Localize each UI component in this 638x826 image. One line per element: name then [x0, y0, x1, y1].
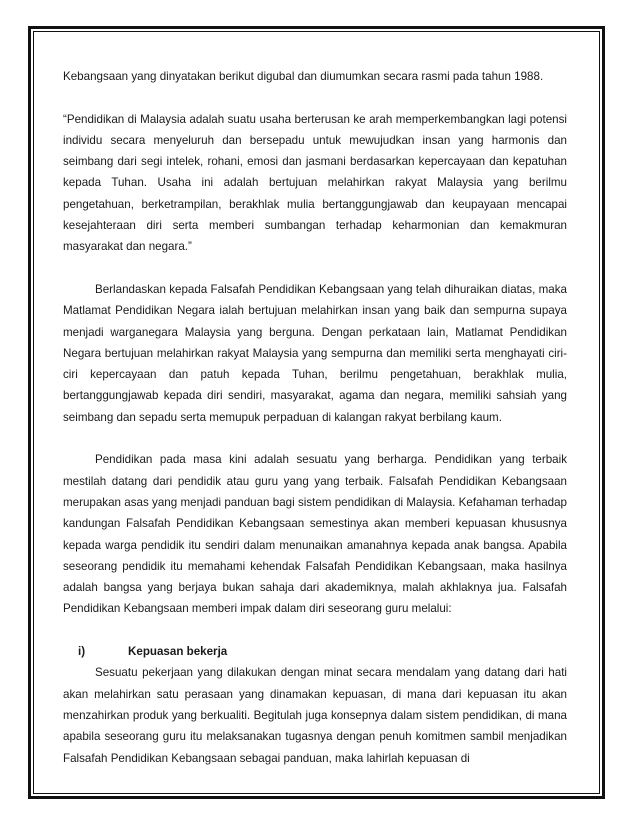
section-heading [63, 641, 567, 662]
paragraph-2: Berlandaskan kepada Falsafah Pendidikan Kebangsaan yang telah dihuraikan diatas, maka Matlamat Pendidikan Negara ialah bertujuan melahirkan insan yang baik dan sempurna supaya menjadi warganegara Malaysia yang berguna. Dengan perkataan lain, Matlamat Pendidikan Negara bertujuan melahirkan rakyat Malaysia yang sempurna dan memiliki serta menghayati ciri-ciri kepercayaan dan patuh kepada Tuhan, berilmu pengetahuan, berakhlak mulia, bertanggungjawab kepada diri sendiri, masyarakat, agama dan negara, memiliki sahsiah yang seimbang dan sepadu serta memupuk perpaduan di kalangan rakyat berbilang kaum. [63, 282, 567, 424]
paragraph-4: Sesuatu pekerjaan yang dilakukan dengan minat secara mendalam yang datang dari hati akan melahirkan satu perasaan yang dinamakan kepuasan, di mana dari kepuasan itu akan menzahirkan produk yang berkualiti. Begitulah juga konsepnya dalam sistem pendidikan, di mana apabila seseorang guru itu melaksanakan tugasnya dengan penuh komitmen sambil menjadikan Falsafah Pendidikan Kebangsaan sebagai panduan, maka lahirlah kepuasan di [63, 666, 567, 765]
section-number: i) [78, 645, 86, 659]
intro-line: Kebangsaan yang dinyatakan berikut digubal dan diumumkan secara rasmi pada tahun 1988. [63, 70, 544, 83]
quote-paragraph: “Pendidikan di Malaysia adalah suatu usaha berterusan ke arah memperkembangkan lagi potensi individu secara menyeluruh dan bersepadu untuk mewujudkan insan yang harmonis dan seimbang dari segi intelek, rohani, emosi dan jasmani berdasarkan kepercayaan dan kepatuhan kepada Tuhan. Usaha ini adalah bertujuan melahirkan rakyat Malaysia yang berilmu pengetahuan, berketrampilan, berakhlak mulia bertanggungjawab dan keupayaan mencapai kesejahteraan diri serta memberi sumbangan terhadap keharmonian dan kemakmuran masyarakat dan negara.” [63, 112, 567, 254]
document-body [63, 66, 567, 769]
section-title: Kepuasan bekerja [128, 645, 228, 659]
paragraph-3: Pendidikan pada masa kini adalah sesuatu yang berharga. Pendidikan yang terbaik mestilah datang dari pendidik atau guru yang yang terbaik. Falsafah Pendidikan Kebangsaan merupakan asas yang menjadi panduan bagi sistem pendidikan di Malaysia. Kefahaman terhadap kandungan Falsafah Pendidikan Kebangsaan semestinya akan memberi kepuasan khususnya kepada warga pendidik itu sendiri dalam menunaikan amanahnya kepada anak bangsa. Apabila seseorang pendidik itu memahami kehendak Falsafah Pendidikan Kebangsaan, maka hasilnya adalah bangsa yang berjaya bukan sahaja dari akademiknya, malah akhlaknya jua. Falsafah Pendidikan Kebangsaan memberi impak dalam diri seseorang guru melalui: [63, 453, 567, 616]
